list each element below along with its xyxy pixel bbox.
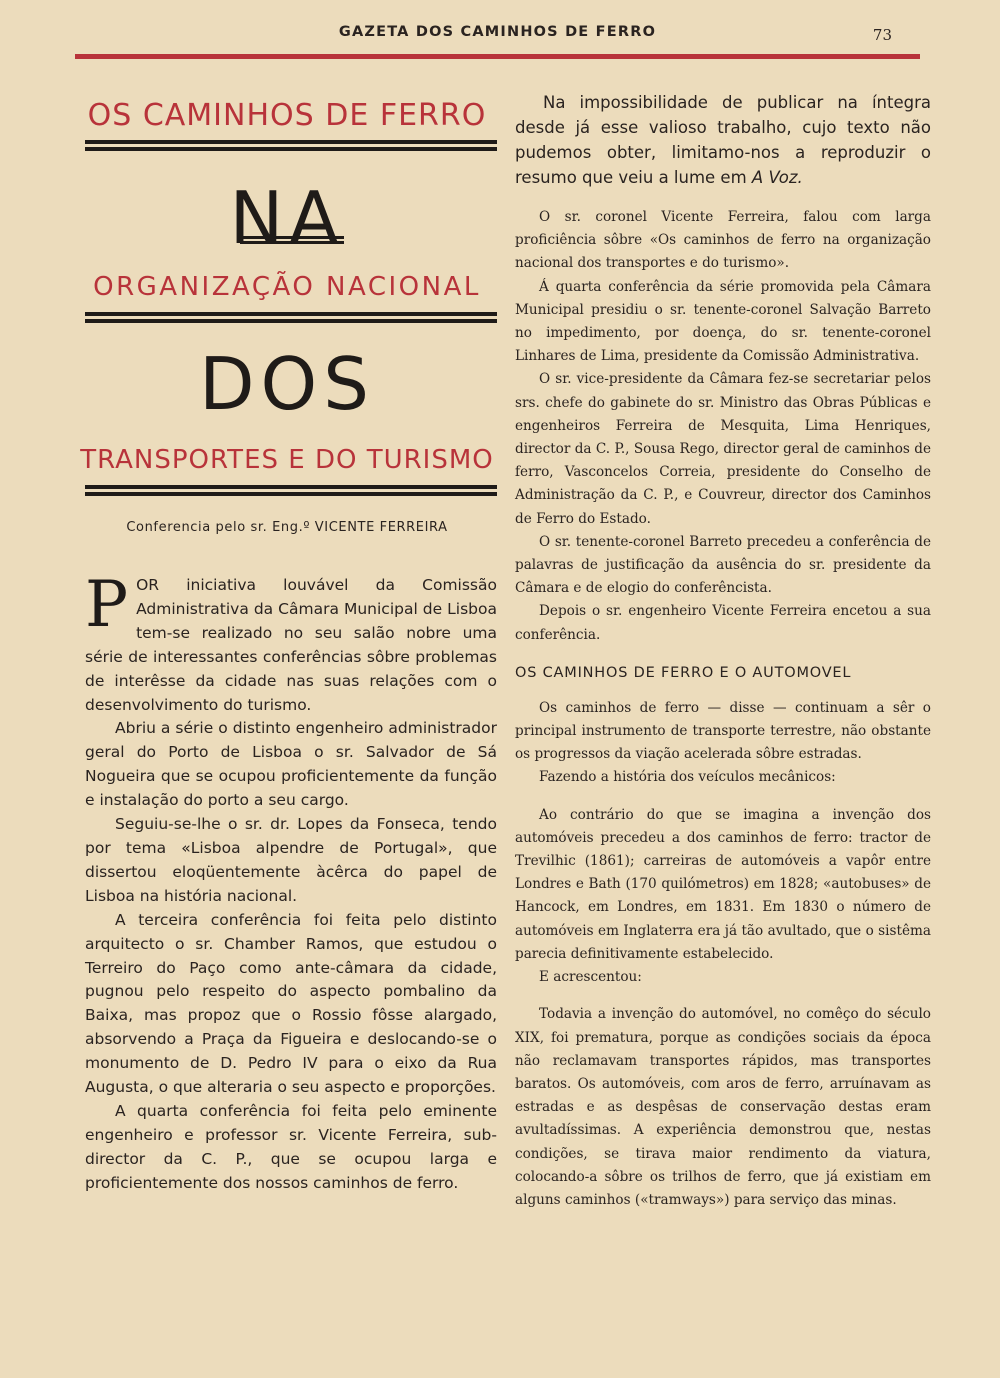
paragraph: Os caminhos de ferro — disse — continuam a sêr o principal instrumento de transporte terrestre, não obstante os progressos da viação acelerada sôbre estradas. bbox=[515, 699, 931, 763]
headline-line-1: OS CAMINHOS DE FERRO bbox=[87, 98, 487, 133]
paragraph: O sr. tenente-coronel Barreto precedeu a conferência de palavras de justificação da ausência do sr. presidente da Câmara e de elogio do conferêncista. bbox=[515, 533, 931, 597]
headline-rule-1 bbox=[85, 140, 497, 151]
headline-line-5: TRANSPORTES E DO TURISMO bbox=[80, 445, 494, 475]
paragraph: Fazendo a história dos veículos mecânicos: bbox=[539, 769, 836, 786]
headline-rule-2 bbox=[240, 236, 344, 244]
paragraph: Seguiu-se-lhe o sr. dr. Lopes da Fonseca, tendo por tema «Lisboa alpendre de Portugal», que dissertou eloqüentemente àcêrca do papel de Lisboa na história nacional. bbox=[85, 815, 497, 905]
quote-block-1 bbox=[515, 697, 931, 790]
lead-paragraph bbox=[515, 90, 931, 190]
headline-rule-3 bbox=[85, 312, 497, 323]
article-body-left bbox=[85, 568, 497, 1196]
journal-title: GAZETA DOS CAMINHOS DE FERRO bbox=[338, 24, 657, 40]
section-heading: OS CAMINHOS DE FERRO E O AUTOMOVEL bbox=[515, 664, 852, 681]
right-column bbox=[515, 90, 931, 1330]
paragraph bbox=[515, 90, 931, 190]
left-column bbox=[75, 90, 499, 1330]
paragraph: Á quarta conferência da série promovida pela Câmara Municipal presidiu o sr. tenente-coronel Salvação Barreto no impedimento, por doença, do sr. tenente-coronel Linhares de Lima, presidente da Comissão Administrativa. bbox=[515, 278, 931, 365]
byline: Conferencia pelo sr. Eng.º VICENTE FERREIRA bbox=[126, 520, 448, 535]
quote-block-3 bbox=[515, 1003, 931, 1212]
paragraph: Depois o sr. engenheiro Vicente Ferreira encetou a sua conferência. bbox=[515, 603, 931, 643]
paragraph bbox=[85, 568, 497, 717]
paragraph: Todavia a invenção do automóvel, no comêço do século XIX, foi prematura, porque as condições sociais da época não reclamavam transportes rápidos, mas transportes baratos. Os automóveis, com aros de ferro, arruínavam as estradas e as despêsas de conservação destas eram avultadíssimas. A experiência demonstrou que, nestas condições, se tirava maior rendimento da viatura, colocando-a sôbre os trilhos de ferro, que já existiam em alguns caminhos («tramways») para serviço das minas. bbox=[515, 1006, 931, 1208]
quote-block-2 bbox=[515, 804, 931, 990]
paragraph: A quarta conferência foi feita pelo eminente engenheiro e professor sr. Vicente Ferreira, sub-director da C. P., que se ocupou larga e proficientemente dos nossos caminhos de ferro. bbox=[85, 1101, 497, 1192]
header-rule bbox=[75, 54, 920, 59]
report-block bbox=[515, 206, 931, 647]
paragraph: E acrescentou: bbox=[539, 969, 642, 986]
headline-rule-4 bbox=[85, 485, 497, 496]
lead-source: A Voz. bbox=[751, 168, 803, 187]
page-number: 73 bbox=[872, 26, 892, 44]
paragraph: O sr. coronel Vicente Ferreira, falou com larga proficiência sôbre «Os caminhos de ferro na organização nacional dos transportes e do turismo». bbox=[515, 209, 931, 272]
headline-line-4: DOS bbox=[199, 342, 375, 426]
page-header bbox=[75, 18, 920, 62]
paragraph: A terceira conferência foi feita pelo distinto arquitecto o sr. Chamber Ramos, que estudou o Terreiro do Paço como ante-câmara da cidade, pugnou pelo respeito do aspecto pombalino da Baixa, mas propoz que o Rossio fôsse alargado, absorvendo a Praça da Figueira e deslocando-se o monumento de D. Pedro IV para o eixo da Rua Augusta, o que alteraria o seu aspecto e proporções. bbox=[85, 910, 497, 1097]
headline-line-2: NA bbox=[229, 176, 345, 260]
paragraph: O sr. vice-presidente da Câmara fez-se secretariar pelos srs. chefe do gabinete do sr. Ministro das Obras Públicas e engenheiros Ferreira de Mesquita, Lima Henriques, director da C. P., Sousa Rego, director geral de caminhos de ferro, Vasconcelos Correia, presidente do Conselho de Administração da C. P., e Couvreur, director dos Caminhos de Ferro do Estado. bbox=[515, 371, 931, 527]
lead-text: Na impossibilidade de publicar na íntegra desde já esse valioso trabalho, cujo texto não pudemos obter, limitamo-nos a reproduzir o resumo que veiu a lume em bbox=[515, 93, 931, 187]
paragraph: Ao contrário do que se imagina a invenção dos automóveis precedeu a dos caminhos de ferro: tractor de Trevilhic (1861); carreiras de automóveis a vapôr entre Londres e Bath (170 quilómetros) em 1828; «autobuses» de Hancock, em Londres, em 1831. Em 1830 o número de automóveis em Inglaterra era já tão avultado, que o sistêma parecia definitivamente estabelecido. bbox=[515, 806, 931, 962]
headline-line-3: ORGANIZAÇÃO NACIONAL bbox=[93, 272, 481, 302]
drop-cap: P bbox=[85, 568, 129, 642]
paragraph-text: OR iniciativa louvável da Comissão Administrativa da Câmara Municipal de Lisboa tem-se realizado no seu salão nobre uma série de interessantes conferências sôbre problemas de interêsse da cidade nas suas relações com o desenvolvimento do turismo. bbox=[85, 576, 497, 714]
paragraph: Abriu a série o distinto engenheiro administrador geral do Porto de Lisboa o sr. Salvador de Sá Nogueira que se ocupou proficientemente da função e instalação do porto a seu cargo. bbox=[85, 719, 497, 810]
